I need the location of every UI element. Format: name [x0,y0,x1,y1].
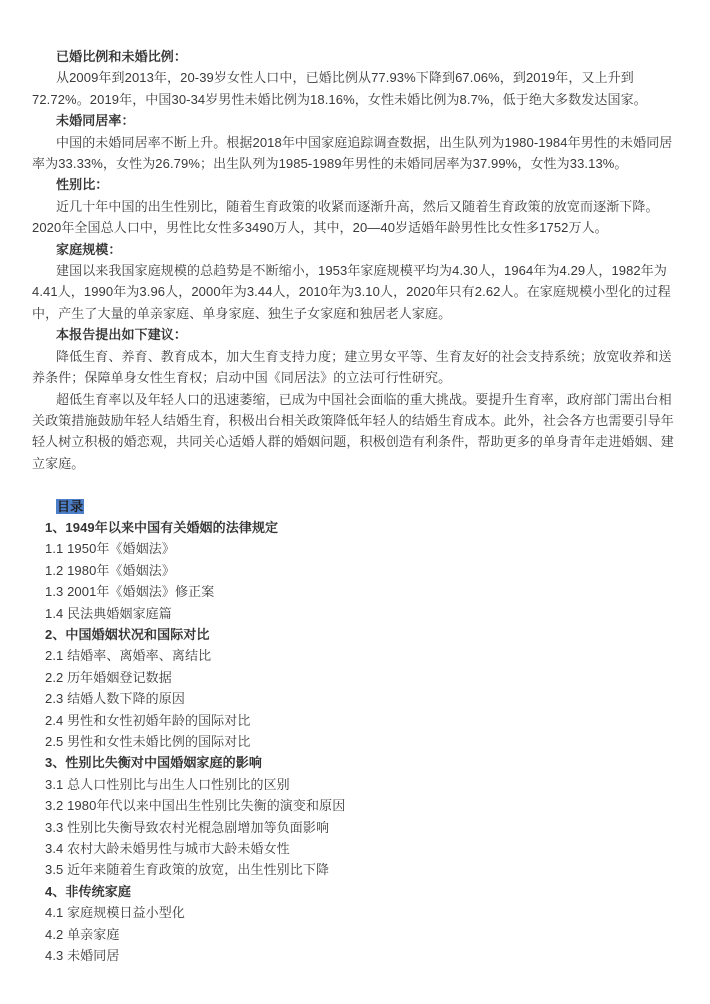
toc-entry-3-4: 3.4 农村大龄未婚男性与城市大龄未婚女性 [45,841,290,857]
toc-entry-2-4: 2.4 男性和女性初婚年龄的国际对比 [45,712,251,728]
toc-title [32,496,684,517]
toc-entry-3-2: 3.2 1980年代以来中国出生性别比失衡的演变和原因 [45,798,346,814]
toc-entry-ch4: 4、非传统家庭 [45,883,131,899]
toc-entry-2-2: 2.2 历年婚姻登记数据 [45,669,172,685]
toc-entry-ch1: 1、1949年以来中国有关婚姻的法律规定 [45,519,279,535]
toc-entry-4-1: 4.1 家庭规模日益小型化 [45,905,185,921]
toc-entry-1-2: 1.2 1980年《婚姻法》 [45,562,176,578]
toc-entry-2-1: 2.1 结婚率、离婚率、离结比 [45,648,212,664]
section-heading-recommendations: 本报告提出如下建议： [56,327,188,343]
paragraph-conclusion: 超低生育率以及年轻人口的迅速萎缩，已成为中国社会面临的重大挑战。要提升生育率，政府部门需出台相关政策措施鼓励年轻人结婚生育，积极出台相关政策降低年轻人的结婚生育成本。此外，社会各方也需要引导年轻人树立积极的婚恋观，共同关心适婚人群的婚姻问题，积极创造有利条件，帮助更多的单身青年走进婚姻、建立家庭。 [32,391,674,471]
toc-entry-ch2: 2、中国婚姻状况和国际对比 [45,626,210,642]
paragraph-family-size: 建国以来我国家庭规模的总趋势是不断缩小，1953年家庭规模平均为4.30人，1964年为4.29人，1982年为4.41人，1990年为3.96人，2000年为3.44人，2010年为3.10人，2020年只有2.62人。在家庭规模小型化的过程中，产生了大量的单亲家庭、单身家庭、独生子女家庭和独居老人家庭。 [32,263,671,321]
toc-entry-3-3: 3.3 性别比失衡导致农村光棍急剧增加等负面影响 [45,819,330,835]
table-of-contents [45,517,684,967]
toc-title-highlight: 目录 [57,498,84,514]
toc-entry-4-3: 4.3 未婚同居 [45,948,120,964]
toc-entry-4-2: 4.2 单亲家庭 [45,926,120,942]
paragraph-cohabitation-rate: 中国的未婚同居率不断上升。根据2018年中国家庭追踪调查数据，出生队列为1980-1984年男性的未婚同居率为33.33%，女性为26.79%；出生队列为1985-1989年男性的未婚同居率为37.99%，女性为33.13%。 [32,134,673,172]
blank-line [32,474,684,495]
paragraph-sex-ratio: 近几十年中国的出生性别比，随着生育政策的收紧而逐渐升高，然后又随着生育政策的放宽而逐渐下降。2020年全国总人口中，男性比女性多3490万人，其中，20—40岁适婚年龄男性比女性多1752万人。 [32,198,659,236]
paragraph-married-ratio: 从2009年到2013年，20-39岁女性人口中，已婚比例从77.93%下降到67.06%，到2019年，又上升到72.72%。2019年，中国30-34岁男性未婚比例为18.16%，女性未婚比例为8.7%，低于绝大多数发达国家。 [32,70,647,107]
toc-entry-3-5: 3.5 近年来随着生育政策的放宽，出生性别比下降 [45,862,330,878]
paragraph-recommendations: 降低生育、养育、教育成本，加大生育支持力度；建立男女平等、生育友好的社会支持系统；放宽收养和送养条件；保障单身女性生育权；启动中国《同居法》的立法可行性研究。 [32,348,672,386]
toc-entry-1-4: 1.4 民法典婚姻家庭篇 [45,605,172,621]
toc-entry-1-1: 1.1 1950年《婚姻法》 [45,541,176,557]
section-heading-family-size: 家庭规模： [56,241,122,257]
toc-entry-ch3: 3、性别比失衡对中国婚姻家庭的影响 [45,755,262,771]
section-heading-married-ratio: 已婚比例和未婚比例： [56,49,188,64]
section-heading-cohabitation-rate: 未婚同居率： [56,113,135,129]
toc-entry-2-3: 2.3 结婚人数下降的原因 [45,691,185,707]
toc-entry-1-3: 1.3 2001年《婚姻法》修正案 [45,584,215,600]
toc-entry-2-5: 2.5 男性和女性未婚比例的国际对比 [45,733,251,749]
toc-entry-3-1: 3.1 总人口性别比与出生人口性别比的区别 [45,776,290,792]
section-heading-sex-ratio: 性别比： [56,177,109,193]
